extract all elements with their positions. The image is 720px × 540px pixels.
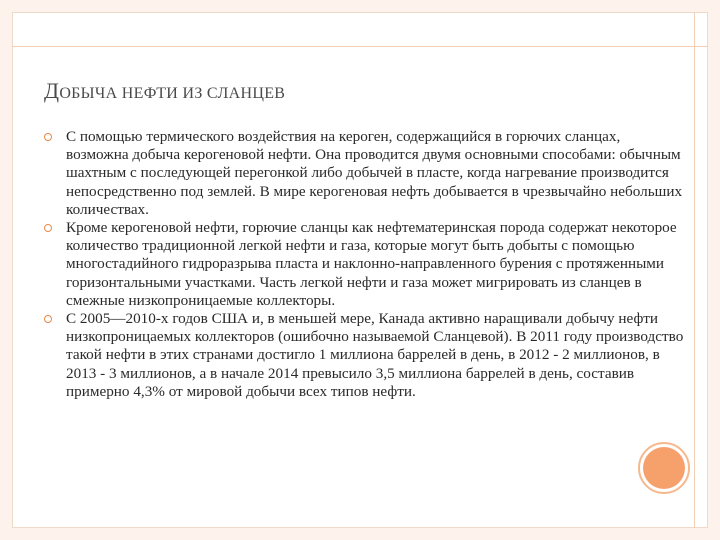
horizontal-divider: [12, 46, 708, 47]
list-item: [44, 219, 684, 310]
bullet-icon: [44, 133, 52, 141]
slide-title: [44, 78, 285, 104]
bullet-text: С 2005—2010-х годов США и, в меньшей мере, Канада активно наращивали добычу нефти низкопроницаемых коллекторов (ошибочно называемой Сланцевой). В 2011 году производство такой нефти в этих странами достигло 1 миллиона баррелей в день, в 2012 - 2 миллионов, в 2013 - 3 миллионов, а в начале 2014 превысило 3,5 миллиона баррелей в день, составив примерно 4,3% от мировой добычи всех типов нефти.: [66, 310, 684, 400]
bullet-list: [44, 128, 684, 401]
slide-title-initial: Д: [44, 78, 60, 103]
decorative-circle-icon: [643, 447, 685, 489]
list-item: [44, 128, 684, 219]
slide-title-rest: ОБЫЧА НЕФТИ ИЗ СЛАНЦЕВ: [59, 85, 286, 102]
bullet-text: Кроме керогеновой нефти, горючие сланцы как нефтематеринская порода содержат некоторое количество традиционной легкой нефти и газа, которые могут быть добыты с помощью многостадийного гидроразрыва пласта и наклонно-направленного бурения с протяженными горизонтальными участками. Часть легкой нефти и газа может мигрировать из сланцев в смежные низкопроницаемые коллекторы.: [66, 219, 677, 309]
list-item: [44, 310, 684, 401]
bullet-icon: [44, 315, 52, 323]
bullet-text: С помощью термического воздействия на кероген, содержащийся в горючих сланцах, возможна добыча керогеновой нефти. Она проводится двумя основными способами: обычным шахтным с последующей перегонкой либо добычей в пласте, когда нагревание производится непосредственно под землей. В мире керогеновая нефть добывается в чрезвычайно небольших количествах.: [66, 128, 683, 218]
vertical-divider: [694, 12, 695, 528]
bullet-icon: [44, 224, 52, 232]
